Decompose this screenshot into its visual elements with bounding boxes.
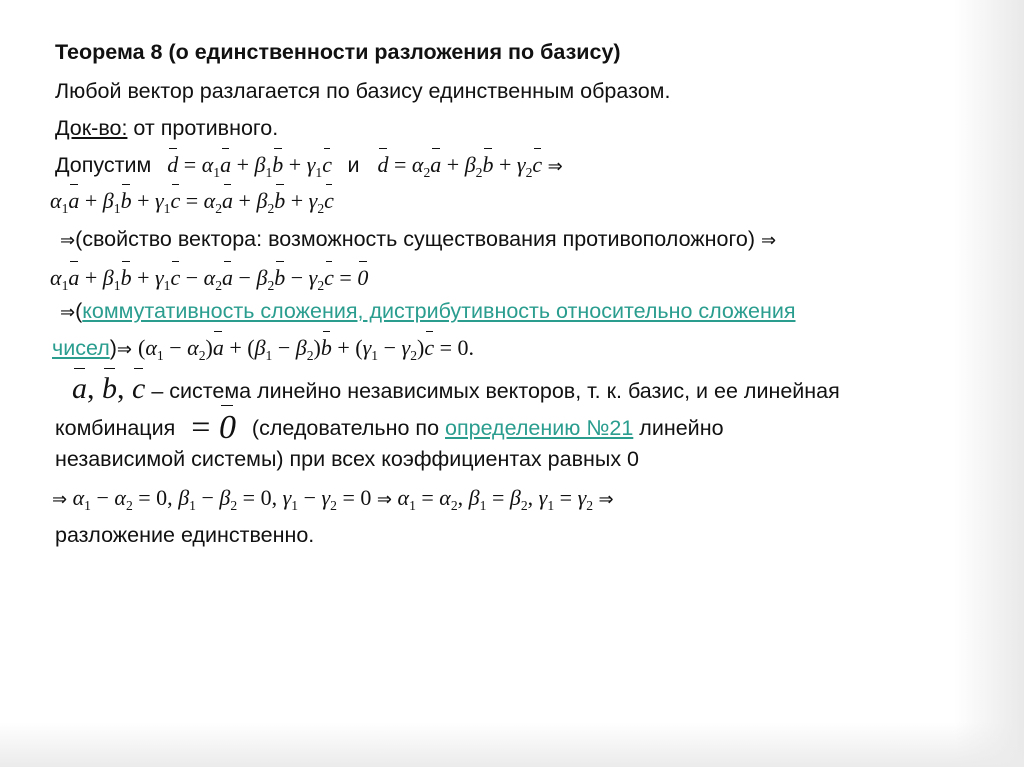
implies-icon: ⇒	[760, 230, 777, 251]
definition-link[interactable]: определению №21	[445, 416, 634, 440]
property-line	[60, 227, 776, 252]
formula-grouped: $(\alpha_1 - \alpha_2)a + (\beta_1 - \beta_2)b + (\gamma_1 - \gamma_2)c = 0$.	[138, 335, 475, 363]
theorem-title: Теорема 8 (о единственности разложения по базису)	[55, 40, 621, 64]
property-text: (свойство вектора: возможность существования противоположного)	[75, 227, 755, 251]
proof-label: Док-во:	[55, 116, 128, 140]
formula-d-second: $d = \alpha_2a + \beta_2b + \gamma_2c$ ⇒	[377, 152, 563, 180]
formula-coefficients: ⇒ $\alpha_1 - \alpha_2 = 0$, $\beta_1 - \beta_2 = 0$, $\gamma_1 - \gamma_2 = 0$ ⇒ $\alpha_1 = \alpha_2$, $\beta_1 = \beta_2$, $\gamma_1 = \gamma_2$ ⇒	[52, 485, 614, 513]
basis-line	[72, 372, 840, 406]
proof-method: от противного.	[127, 116, 279, 140]
properties-link-continued[interactable]: чисел	[52, 336, 110, 360]
implies-icon: ⇒	[60, 302, 76, 323]
formula-difference: $\alpha_1a + \beta_1b + \gamma_1c - \alpha_2a - \beta_2b - \gamma_2c = 0$	[50, 265, 369, 293]
combination-line	[55, 409, 724, 447]
assumption-line	[55, 152, 563, 181]
grouped-line: чисел)⇒ $(\alpha_1 - \alpha_2)a + (\beta_1 - \beta_2)b + (\gamma_1 - \gamma_2)c = 0$.	[52, 335, 475, 363]
slide-shadow-bottom	[0, 722, 1024, 767]
implies-icon: ⇒	[116, 339, 133, 360]
and-word: и	[347, 153, 360, 177]
formula-d-first: $d = \alpha_1a + \beta_1b + \gamma_1c$	[167, 152, 332, 180]
theorem-statement: Любой вектор разлагается по базису единственным образом.	[55, 79, 671, 103]
formula-equals-zero-vector: = 0	[191, 409, 236, 446]
basis-text: – система линейно независимых векторов, т. к. базис, и ее линейная	[151, 379, 840, 403]
implies-icon: ⇒	[60, 230, 76, 251]
consequence-text: (следовательно по	[251, 416, 440, 440]
combination-word: комбинация	[55, 416, 176, 440]
linear-word: линейно	[639, 416, 724, 440]
properties-line: ⇒(коммутативность сложения, дистрибутивность относительно сложения	[60, 299, 796, 323]
independent-line: независимой системы) при всех коэффициентах равных 0	[55, 447, 639, 471]
conclusion: разложение единственно.	[55, 523, 315, 547]
slide-shadow-right	[954, 0, 1024, 767]
assume-word: Допустим	[55, 153, 152, 177]
formula-equality: $\alpha_1a + \beta_1b + \gamma_1c = \alpha_2a + \beta_2b + \gamma_2c$	[50, 188, 334, 216]
formula-abc: a, b, c	[72, 372, 146, 405]
properties-link[interactable]: коммутативность сложения, дистрибутивность относительно сложения	[82, 299, 796, 323]
proof-line	[55, 116, 278, 141]
